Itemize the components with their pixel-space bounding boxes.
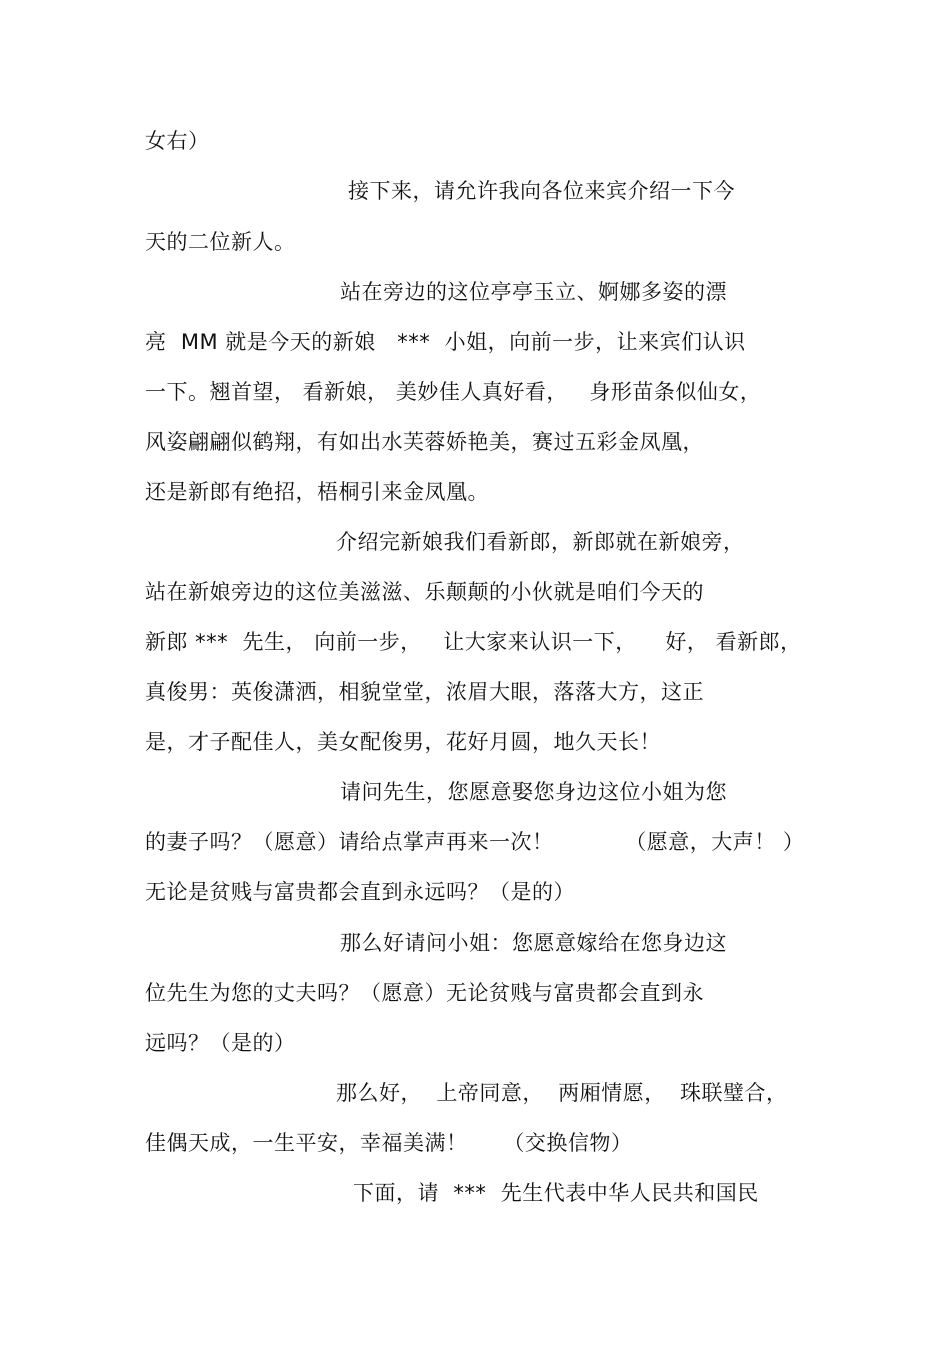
- text-line: 女右）: [145, 129, 210, 153]
- text-line: 是，才子配佳人，美女配俊男，花好月圆，地久天长！: [145, 730, 661, 754]
- text-line: 新郎 *** 先生， 向前一步， 让大家来认识一下， 好， 看新郎，: [145, 630, 802, 654]
- text-line: 无论是贫贱与富贵都会直到永远吗？（是的）: [145, 880, 575, 904]
- text-line: 亮 MM 就是今天的新娘 *** 小姐，向前一步，让来宾们认识: [145, 330, 746, 354]
- text-line: 真俊男：英俊潇洒，相貌堂堂，浓眉大眼，落落大方，这正: [145, 680, 704, 704]
- text-line: 位先生为您的丈夫吗？（愿意）无论贫贱与富贵都会直到永: [145, 981, 704, 1005]
- text-line: 接下来，请允许我向各位来宾介绍一下今: [348, 179, 735, 203]
- text-line: 下面，请 *** 先生代表中华人民共和国民: [353, 1181, 759, 1205]
- text-line: 站在旁边的这位亭亭玉立、婀娜多姿的漂: [340, 280, 727, 304]
- text-line: 介绍完新娘我们看新郎，新郎就在新娘旁，: [336, 530, 745, 554]
- text-line: 一下。翘首望， 看新娘， 美妙佳人真好看， 身形苗条似仙女，: [145, 380, 762, 404]
- text-line: 还是新郎有绝招，梧桐引来金凤凰。: [145, 480, 489, 504]
- text-line: 远吗？（是的）: [145, 1031, 296, 1055]
- text-line: 请问先生，您愿意娶您身边这位小姐为您: [340, 780, 727, 804]
- text-line: 站在新娘旁边的这位美滋滋、乐颠颠的小伙就是咱们今天的: [145, 580, 704, 604]
- text-line: 天的二位新人。: [145, 230, 296, 254]
- text-line: 风姿翩翩似鹤翔，有如出水芙蓉娇艳美，赛过五彩金凤凰，: [145, 430, 704, 454]
- text-line: 那么好请问小姐：您愿意嫁给在您身边这: [340, 931, 727, 955]
- text-line: 佳偶天成，一生平安，幸福美满！ （交换信物）: [145, 1131, 633, 1155]
- text-line: 那么好， 上帝同意， 两厢情愿， 珠联璧合，: [336, 1081, 788, 1105]
- text-line: 的妻子吗？（愿意）请给点掌声再来一次！ （愿意，大声！ ）: [145, 830, 805, 854]
